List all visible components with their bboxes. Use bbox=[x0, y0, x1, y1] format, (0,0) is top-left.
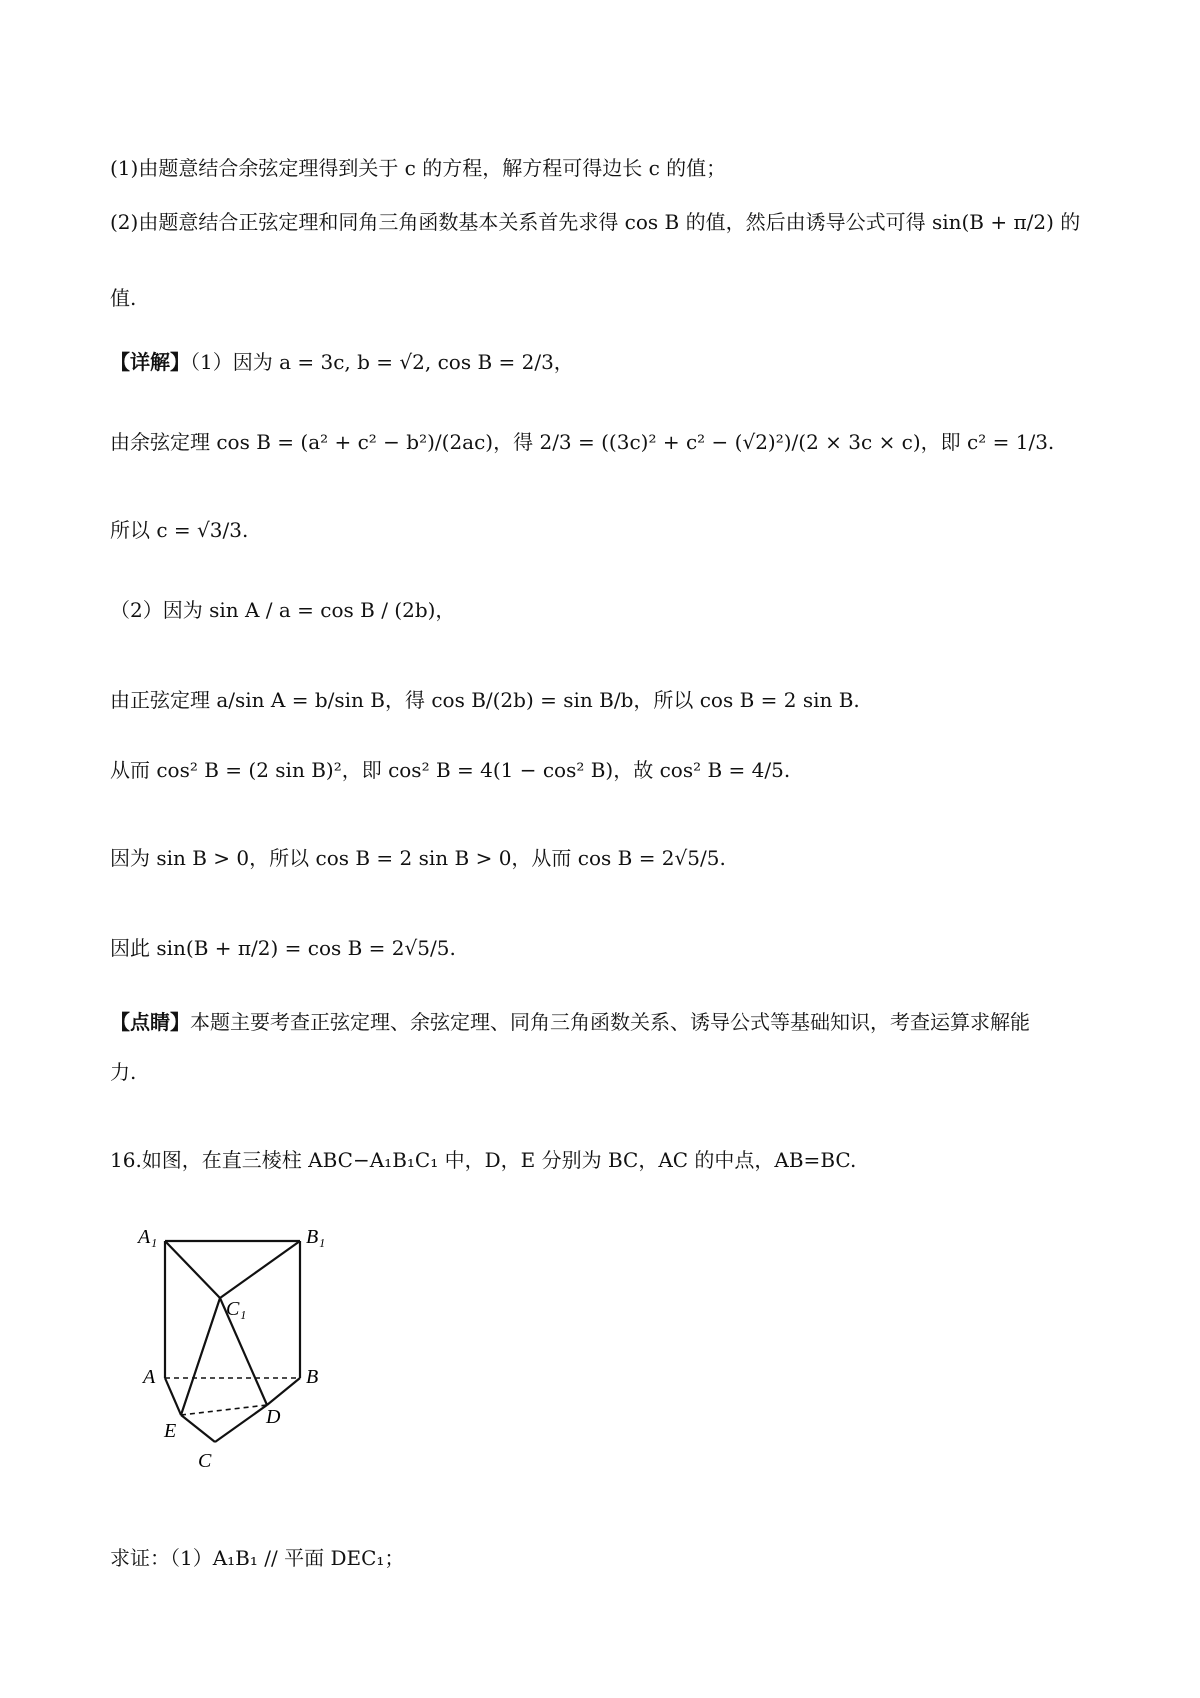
label-B: B bbox=[306, 1366, 319, 1388]
solution-part1-given: 【详解】（1）因为 a = 3c, b = √2, cos B = 2/3， bbox=[110, 350, 574, 374]
label-A1: A₁ bbox=[138, 1226, 158, 1248]
analysis-step-2-end: 值. bbox=[110, 286, 137, 310]
label-C: C bbox=[198, 1450, 212, 1472]
label-C1: C₁ bbox=[226, 1298, 247, 1320]
solution-part2-result: 因此 sin(B + π/2) = cos B = 2√5/5. bbox=[110, 936, 456, 960]
label-A: A bbox=[143, 1366, 156, 1388]
problem-16-statement: 16.如图，在直三棱柱 ABC−A₁B₁C₁ 中，D，E 分别为 BC，AC 的中点，AB=BC. bbox=[110, 1148, 857, 1172]
label-B1: B₁ bbox=[306, 1226, 326, 1248]
solution-sign-step: 因为 sin B > 0，所以 cos B = 2 sin B > 0，从而 cos B = 2√5/5. bbox=[110, 846, 726, 870]
solution-label: 【详解】 bbox=[110, 350, 190, 374]
comment-paragraph-end: 力. bbox=[110, 1060, 137, 1084]
prism-figure bbox=[130, 1215, 350, 1475]
comment-label: 【点睛】 bbox=[110, 1010, 190, 1034]
solution-law-of-sines: 由正弦定理 a/sin A = b/sin B，得 cos B/(2b) = sin B/b，所以 cos B = 2 sin B. bbox=[110, 688, 860, 712]
label-E: E bbox=[164, 1420, 177, 1442]
prove-part-1: 求证：（1）A₁B₁ // 平面 DEC₁； bbox=[110, 1546, 405, 1570]
comment-paragraph: 【点睛】本题主要考查正弦定理、余弦定理、同角三角函数关系、诱导公式等基础知识，考查运算求解能 bbox=[110, 1010, 1030, 1034]
label-D: D bbox=[266, 1406, 281, 1428]
solution-square-step: 从而 cos² B = (2 sin B)²，即 cos² B = 4(1 − cos² B)，故 cos² B = 4/5. bbox=[110, 758, 791, 782]
solution-law-of-cosines: 由余弦定理 cos B = (a² + c² − b²)/(2ac)，得 2/3 = ((3c)² + c² − (√2)²)/(2 × 3c × c)，即 c² = 1/3. bbox=[110, 430, 1055, 454]
analysis-step-1: (1)由题意结合余弦定理得到关于 c 的方程，解方程可得边长 c 的值； bbox=[110, 156, 727, 180]
analysis-step-2: (2)由题意结合正弦定理和同角三角函数基本关系首先求得 cos B 的值，然后由诱导公式可得 sin(B + π/2) 的 bbox=[110, 210, 1081, 234]
solution-part2-given: （2）因为 sin A / a = cos B / (2b)， bbox=[110, 598, 456, 622]
solution-part1-result: 所以 c = √3/3. bbox=[110, 518, 249, 542]
